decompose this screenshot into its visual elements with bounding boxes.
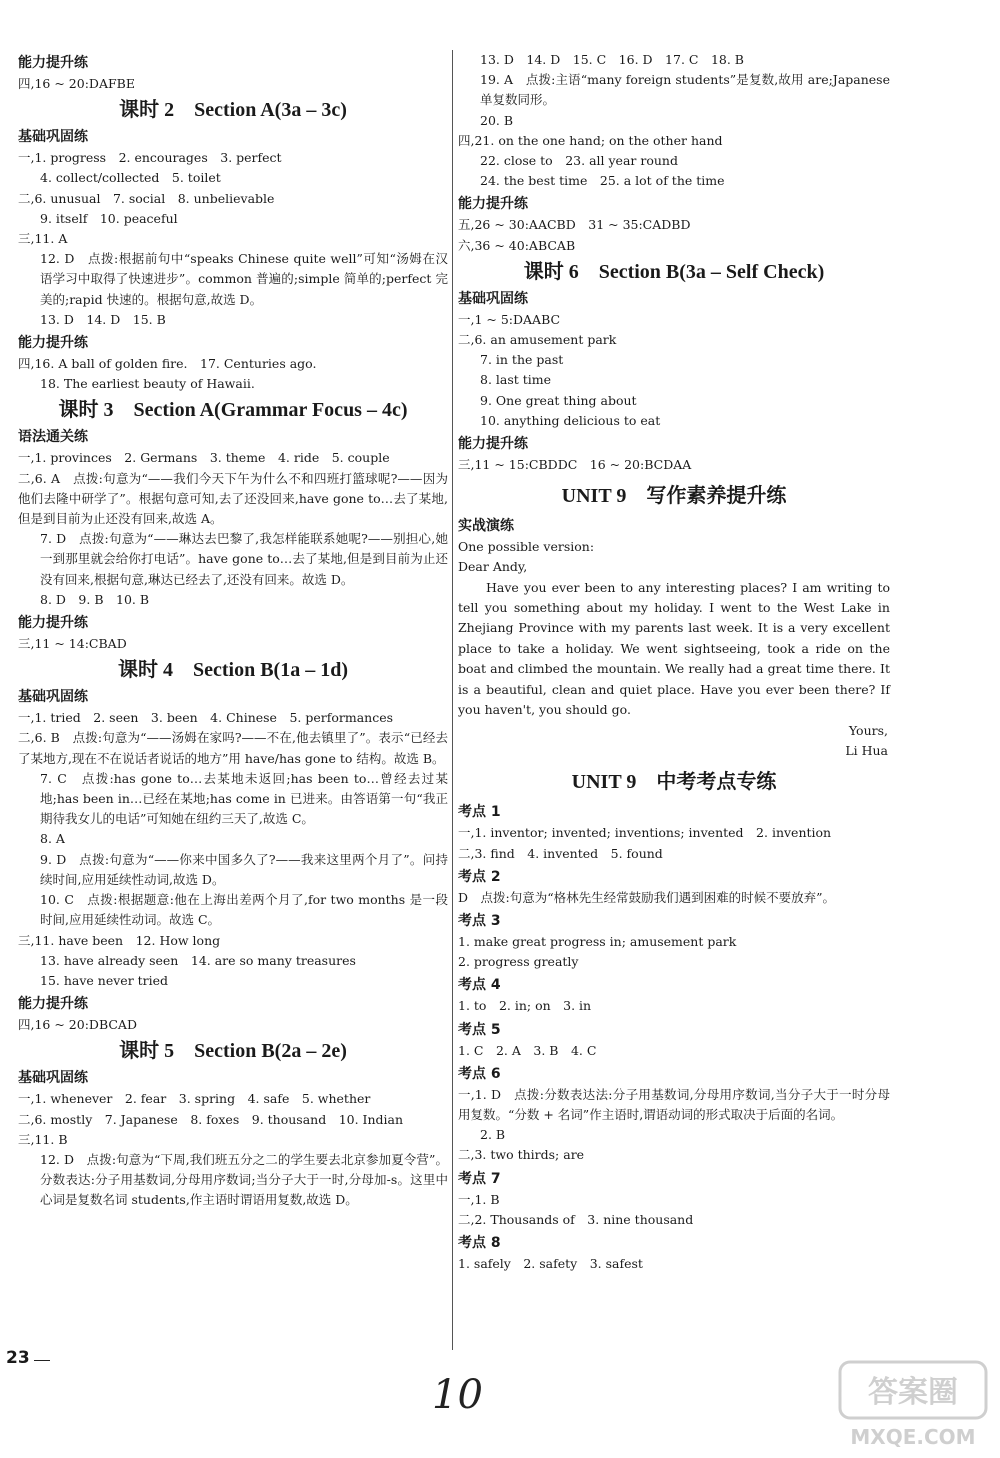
answer-line: 三,11 ~ 15:CBDDC 16 ~ 20:BCDAA — [458, 457, 692, 473]
answer-line: 四,21. on the one hand; on the other hand — [458, 132, 723, 148]
lesson-title: 课时 6 Section B(3a – Self Check) — [523, 260, 825, 283]
answer-line: 10. anything delicious to eat — [480, 412, 661, 428]
answer-line: 2. B — [480, 1127, 506, 1143]
answer-line: 1. C 2. A 3. B 4. C — [458, 1042, 597, 1058]
point-heading: 考点 8 — [458, 1234, 501, 1251]
answer-line: 15. have never tried — [40, 972, 169, 988]
answer-line: 2. progress greatly — [458, 954, 579, 970]
section-heading: 能力提升练 — [18, 615, 88, 632]
lesson-title: 课时 4 Section B(1a – 1d) — [118, 659, 348, 682]
answer-line: 三,11 ~ 14:CBAD — [18, 636, 127, 652]
section-heading: 能力提升练 — [18, 55, 88, 71]
answer-line: 一,1. tried 2. seen 3. been 4. Chinese 5. performances — [18, 710, 394, 726]
answer-line: 24. the best time 25. a lot of the time — [480, 173, 725, 189]
answer-line: 二,3. find 4. invented 5. found — [458, 845, 663, 861]
essay-paragraph: Have you ever been to any interesting places? I am writing to tell you something about my holiday. I went to the West Lake in Zhejiang Province with my parents last week. It is a very excellent place to take a holiday. We went sightseeing, took a ride on the boat and climbed the mountain. We really had a great time there. It is a beautiful, clean and quiet place. Have you ever been there? If you haven't, you should go. — [458, 579, 890, 718]
essay-body — [458, 578, 890, 721]
answer-line: 13. D 14. D 15. B — [40, 311, 166, 327]
column-divider — [452, 50, 453, 1350]
page-number: 23 — [6, 1348, 30, 1368]
answer-line: 9. One great thing about — [480, 392, 637, 408]
essay-intro: One possible version: — [458, 539, 595, 555]
section-heading: 能力提升练 — [458, 196, 528, 213]
answer-line: 二,6. an amusement park — [458, 332, 617, 348]
left-column — [18, 50, 448, 1211]
answer-line: 8. last time — [480, 372, 552, 388]
section-heading: 语法通关练 — [18, 429, 88, 446]
right-column — [458, 50, 890, 1274]
section-heading: 能力提升练 — [458, 436, 528, 453]
essay-closing: Yours, — [848, 722, 888, 738]
explanation: 7. D 点拨:句意为“——琳达去巴黎了,我怎样能联系她呢?——别担心,她一到那里就会给你打电话”。have gone to…去了某地,但是到目前为止还没有回来,根据句意,琳达已经去了,还没有回来。故选 D。 — [40, 531, 448, 587]
answer-line: 一,1. whenever 2. fear 3. spring 4. safe 5. whether — [18, 1091, 371, 1107]
answer-line: 二,6. unusual 7. social 8. unbelievable — [18, 190, 275, 206]
lesson-title: 课时 2 Section A(3a – 3c) — [119, 99, 347, 122]
page-number-dash — [34, 1360, 50, 1361]
point-heading: 考点 4 — [458, 977, 501, 994]
answer-line: 二,3. two thirds; are — [458, 1147, 585, 1163]
watermark-url: MXQE.COM — [850, 1425, 976, 1449]
answer-line: 20. B — [480, 112, 514, 128]
explanation: 9. D 点拨:句意为“——你来中国多久了?——我来这里两个月了”。问持续时间,应用延续性动词,故选 D。 — [40, 851, 448, 887]
answer-line: 一,1. progress 2. encourages 3. perfect — [18, 150, 282, 166]
essay-salutation: Dear Andy, — [458, 559, 528, 575]
answer-line: 18. The earliest beauty of Hawaii. — [40, 376, 255, 392]
handwritten-mark: 10 — [432, 1372, 483, 1418]
answer-line: 13. have already seen 14. are so many treasures — [40, 952, 356, 968]
answer-line: 7. in the past — [480, 352, 564, 368]
point-heading: 考点 6 — [458, 1065, 501, 1082]
answer-line: 四,16 ~ 20:DBCAD — [18, 1017, 137, 1033]
top-margin — [0, 0, 1000, 50]
explanation: 一,1. D 点拨:分数表达法:分子用基数词,分母用序数词,当分子大于一时分母用复数。“分数 + 名词”作主语时,谓语动词的形式取决于后面的名词。 — [458, 1086, 890, 1122]
section-heading: 基础巩固练 — [18, 1070, 88, 1087]
unit-title: UNIT 9 写作素养提升练 — [561, 485, 787, 508]
answer-line: 三,11. B — [18, 1131, 68, 1147]
answer-line: 六,36 ~ 40:ABCAB — [458, 237, 576, 253]
essay-signature: Li Hua — [845, 742, 888, 758]
point-heading: 考点 2 — [458, 868, 501, 885]
answer-line: 1. make great progress in; amusement park — [458, 933, 737, 949]
section-heading: 能力提升练 — [18, 335, 88, 352]
point-heading: 考点 1 — [458, 804, 501, 821]
explanation: D 点拨:句意为“格林先生经常鼓励我们遇到困难的时候不要放弃”。 — [458, 889, 836, 905]
point-heading: 考点 7 — [458, 1170, 501, 1187]
explanation: 二,6. A 点拨:句意为“——我们今天下午为什么不和四班打篮球呢?——因为他们去隆中研学了”。根据句意可知,去了还没回来,have gone to…去了某地,但是到目前为止还没有回来,故选 A。 — [18, 470, 448, 527]
explanation: 二,6. B 点拨:句意为“——汤姆在家吗?——不在,他去镇里了”。表示“已经去了某地方,现在不在说话者说话的地方”用 have/has gone to 结构。故选 B。 — [18, 730, 448, 766]
answer-line: 二,6. mostly 7. Japanese 8. foxes 9. thousand 10. Indian — [18, 1111, 404, 1127]
point-heading: 考点 5 — [458, 1021, 501, 1038]
lesson-title: 课时 5 Section B(2a – 2e) — [119, 1040, 347, 1063]
answer-line: 一,1 ~ 5:DAABC — [458, 311, 561, 327]
answer-line: 五,26 ~ 30:AACBD 31 ~ 35:CADBD — [458, 217, 691, 233]
answer-line: 8. A — [40, 831, 65, 847]
answer-line: 一,1. inventor; invented; inventions; invented 2. invention — [458, 825, 832, 841]
watermark-title: 答案圈 — [868, 1375, 958, 1410]
answer-line: 三,11. A — [18, 231, 68, 247]
answer-line: 22. close to 23. all year round — [480, 153, 678, 169]
answer-line: 1. to 2. in; on 3. in — [458, 998, 592, 1014]
answer-line: 四,16. A ball of golden fire. 17. Centuries ago. — [18, 356, 317, 372]
section-heading: 能力提升练 — [18, 996, 88, 1013]
answer-line: 二,2. Thousands of 3. nine thousand — [458, 1211, 694, 1227]
unit-title: UNIT 9 中考考点专练 — [571, 771, 777, 794]
explanation: 19. A 点拨:主语“many foreign students”是复数,故用 are;Japanese 单复数同形。 — [480, 72, 890, 108]
answer-line: 一,1. provinces 2. Germans 3. theme 4. ride 5. couple — [18, 450, 390, 466]
section-heading: 实战演练 — [458, 518, 514, 535]
answer-line: 13. D 14. D 15. C 16. D 17. C 18. B — [480, 52, 744, 67]
section-heading: 基础巩固练 — [18, 689, 88, 706]
point-heading: 考点 3 — [458, 912, 501, 929]
lesson-title: 课时 3 Section A(Grammar Focus – 4c) — [58, 399, 408, 422]
answer-line: 4. collect/collected 5. toilet — [40, 170, 221, 186]
answer-line: 8. D 9. B 10. B — [40, 591, 150, 607]
answer-line: 一,1. B — [458, 1191, 500, 1207]
section-heading: 基础巩固练 — [18, 129, 88, 146]
answer-line: 9. itself 10. peaceful — [40, 210, 178, 226]
explanation: 10. C 点拨:根据题意:他在上海出差两个月了,for two months 是一段时间,应用延续性动词。故选 C。 — [40, 892, 448, 928]
section-heading: 基础巩固练 — [458, 290, 528, 307]
answer-line: 四,16 ~ 20:DAFBE — [18, 76, 135, 91]
explanation: 7. C 点拨:has gone to…去某地未返回;has been to…曾经去过某地;has been in…已经在某地;has come in 已进来。由答语第一句“我正期待我女儿的电话”可知她在纽约三天了,故选 C。 — [40, 770, 448, 827]
watermark-logo — [838, 1360, 988, 1452]
answer-line: 三,11. have been 12. How long — [18, 932, 221, 948]
explanation: 12. D 点拨:根据前句中“speaks Chinese quite well”可知“汤姆在汉语学习中取得了快速进步”。common 普遍的;simple 简单的;perfect 完美的;rapid 快速的。根据句意,故选 D。 — [40, 251, 448, 307]
answer-line: 1. safely 2. safety 3. safest — [458, 1255, 643, 1271]
explanation: 12. D 点拨:句意为“下周,我们班五分之二的学生要去北京参加夏令营”。分数表达:分子用基数词,分母用序数词;当分子大于一时,分母加-s。这里中心词是复数名词 students,作主语时谓语用复数,故选 D。 — [40, 1151, 448, 1208]
